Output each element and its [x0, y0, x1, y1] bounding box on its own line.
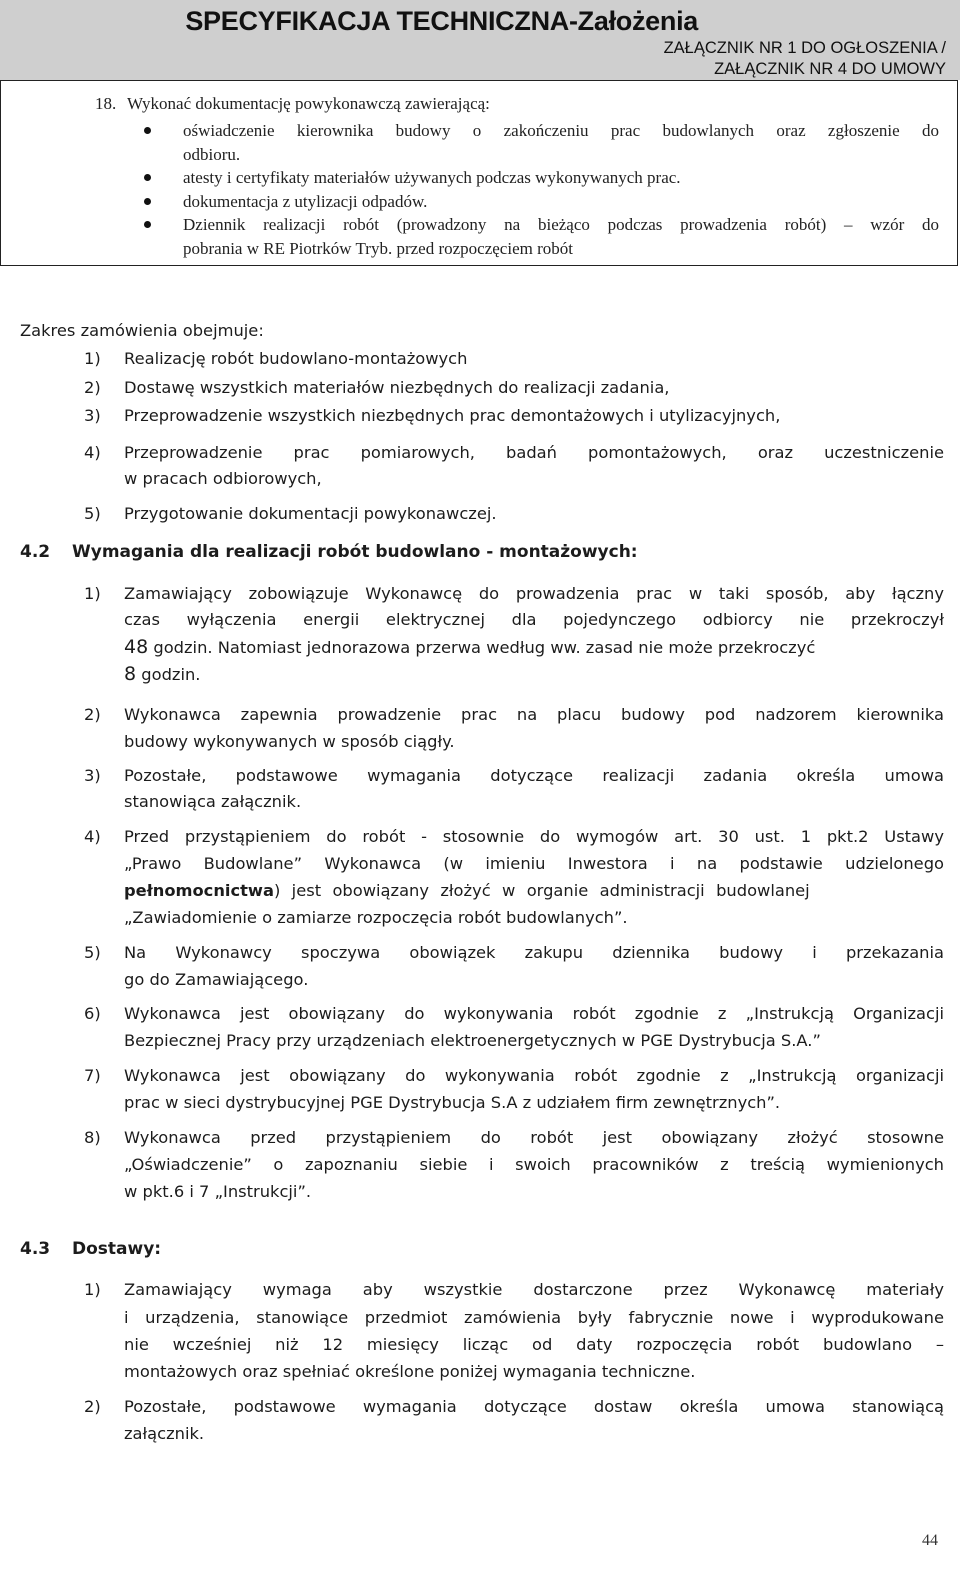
bullet-dot-icon [144, 198, 151, 205]
header-subtitle-line-2: ZAŁĄCZNIK NR 4 DO UMOWY [714, 60, 946, 78]
header-subtitle-line-1: ZAŁĄCZNIK NR 1 DO OGŁOSZENIA / [663, 39, 946, 57]
requirement-text-continued [124, 634, 944, 661]
item-18-number: 18. [95, 94, 117, 113]
requirement-text-continued [124, 878, 944, 904]
bullet-dot-icon [144, 221, 151, 228]
requirement-text-continued: prac w sieci dystrybucyjnej PGE Dystrybucja S.A z udziałem firm zewnętrznych”. [124, 1093, 781, 1112]
scope-item-number: 3) [84, 406, 101, 425]
bullet-text: dokumentacja z utylizacji odpadów. [183, 191, 428, 211]
requirement-text-continued: czas wyłączenia energii elektrycznej dla pojedynczego odbiorcy nie przekroczył [124, 610, 944, 629]
requirement-text: Wykonawca zapewnia prowadzenie prac na placu budowy pod nadzorem kierownika [124, 705, 944, 724]
scope-item-number: 4) [84, 443, 101, 462]
requirement-number: 4) [84, 827, 101, 846]
requirement-text: Zamawiający zobowiązuje Wykonawcę do prowadzenia prac w taki sposób, aby łączny [124, 584, 944, 603]
emphasized-term: pełnomocnictwa [124, 881, 274, 900]
scope-intro: Zakres zamówienia obejmuje: [20, 321, 264, 340]
item-18-box [0, 80, 958, 266]
scope-item-text: Przeprowadzenie prac pomiarowych, badań pomontażowych, oraz uczestniczenie [124, 443, 944, 462]
section-title: Dostawy: [72, 1239, 162, 1259]
requirement-text: Przed przystąpieniem do robót - stosownie do wymogów art. 30 ust. 1 pkt.2 Ustawy [124, 827, 944, 846]
bullet-text-continued: pobrania w RE Piotrków Tryb. przed rozpoczęciem robót [183, 238, 573, 258]
requirement-text-continued: Bezpiecznej Pracy przy urządzeniach elektroenergetycznych w PGE Dystrybucja S.A.” [124, 1031, 821, 1050]
item-18-heading [95, 94, 490, 114]
bullet-dot-icon [144, 127, 151, 134]
requirement-text-fragment: ) jest obowiązany złożyć w organie administracji budowlanej [273, 881, 810, 900]
section-title: Wymagania dla realizacji robót budowlano - montażowych: [72, 542, 638, 562]
requirement-number: 8) [84, 1128, 101, 1147]
requirement-number: 3) [84, 766, 101, 785]
hours-limit-value: 48 [124, 636, 149, 658]
bullet-item [1, 190, 959, 214]
requirement-text: Na Wykonawcy spoczywa obowiązek zakupu dziennika budowy i przekazania [124, 943, 944, 962]
requirement-text-continued: stanowiąca załącznik. [124, 792, 302, 811]
requirement-text-fragment: godzin. [136, 665, 201, 684]
requirement-text-continued: „Prawo Budowlane” Wykonawca (w imieniu Inwestora i na podstawie udzielonego [124, 854, 944, 873]
delivery-text: Zamawiający wymaga aby wszystkie dostarczone przez Wykonawcę materiały [124, 1280, 944, 1299]
page-number: 44 [922, 1532, 938, 1549]
item-18-text: Wykonać dokumentację powykonawczą zawierającą: [127, 94, 490, 113]
documentation-bullet-list [1, 119, 959, 260]
scope-item-number: 2) [84, 378, 101, 397]
scope-item-number: 5) [84, 504, 101, 523]
delivery-number: 1) [84, 1280, 101, 1299]
bullet-text-continued: odbioru. [183, 144, 241, 164]
requirement-number: 7) [84, 1066, 101, 1085]
requirement-text-continued [124, 661, 944, 688]
section-number: 4.3 [20, 1239, 51, 1259]
requirement-text: Wykonawca jest obowiązany do wykonywania robót zgodnie z „Instrukcją Organizacji [124, 1004, 944, 1023]
requirement-text-continued: w pkt.6 i 7 „Instrukcji”. [124, 1182, 312, 1201]
bullet-text: Dziennik realizacji robót (prowadzony na bieżąco podczas prowadzenia robót) – wzór do [183, 215, 939, 234]
requirement-number: 1) [84, 584, 101, 603]
bullet-dot-icon [144, 174, 151, 181]
delivery-text-continued: montażowych oraz spełniać określone poniżej wymagania techniczne. [124, 1362, 696, 1381]
requirement-text: Wykonawca przed przystąpieniem do robót jest obowiązany złożyć stosowne [124, 1128, 944, 1147]
scope-item-number: 1) [84, 349, 101, 368]
delivery-number: 2) [84, 1397, 101, 1416]
bullet-item [1, 213, 959, 237]
scope-item-text: Przygotowanie dokumentacji powykonawczej. [124, 504, 497, 523]
header-title: SPECYFIKACJA TECHNICZNA-Założenia [185, 6, 698, 36]
requirement-text-continued: „Zawiadomienie o zamiarze rozpoczęcia robót budowlanych”. [124, 908, 628, 927]
delivery-text-continued: i urządzenia, stanowiące przedmiot zamówienia były fabrycznie nowe i wyprodukowane [124, 1308, 944, 1327]
bullet-item [1, 166, 959, 190]
requirement-text-continued: budowy wykonywanych w sposób ciągły. [124, 732, 455, 751]
break-limit-value: 8 [124, 663, 137, 685]
scope-item-text: Dostawę wszystkich materiałów niezbędnych do realizacji zadania, [124, 378, 670, 397]
section-number: 4.2 [20, 542, 51, 562]
requirement-number: 6) [84, 1004, 101, 1023]
requirement-text: Pozostałe, podstawowe wymagania dotyczące realizacji zadania określa umowa [124, 766, 944, 785]
requirement-text-continued: „Oświadczenie” o zapoznaniu siebie i swoich pracowników z treścią wymienionych [124, 1155, 944, 1174]
requirement-number: 2) [84, 705, 101, 724]
bullet-text: oświadczenie kierownika budowy o zakończeniu prac budowlanych oraz zgłoszenie do [183, 121, 939, 140]
requirement-number: 5) [84, 943, 101, 962]
requirement-text: Wykonawca jest obowiązany do wykonywania robót zgodnie z „Instrukcją organizacji [124, 1066, 944, 1085]
bullet-item [1, 119, 959, 143]
delivery-text-continued: nie wcześniej niż 12 miesięcy licząc od daty rozpoczęcia robót budowlano – [124, 1335, 944, 1354]
delivery-text: Pozostałe, podstawowe wymagania dotyczące dostaw określa umowa stanowiącą [124, 1397, 944, 1416]
scope-item-text-continued: w pracach odbiorowych, [124, 469, 322, 488]
delivery-text-continued: załącznik. [124, 1424, 205, 1443]
scope-item-text: Realizację robót budowlano-montażowych [124, 349, 468, 368]
requirement-text-fragment: godzin. Natomiast jednorazowa przerwa według ww. zasad nie może przekroczyć [148, 638, 816, 657]
requirement-text-continued: go do Zamawiającego. [124, 970, 309, 989]
bullet-text: atesty i certyfikaty materiałów używanych podczas wykonywanych prac. [183, 168, 681, 187]
scope-item-text: Przeprowadzenie wszystkich niezbędnych prac demontażowych i utylizacyjnych, [124, 406, 781, 425]
page-header [0, 0, 960, 80]
